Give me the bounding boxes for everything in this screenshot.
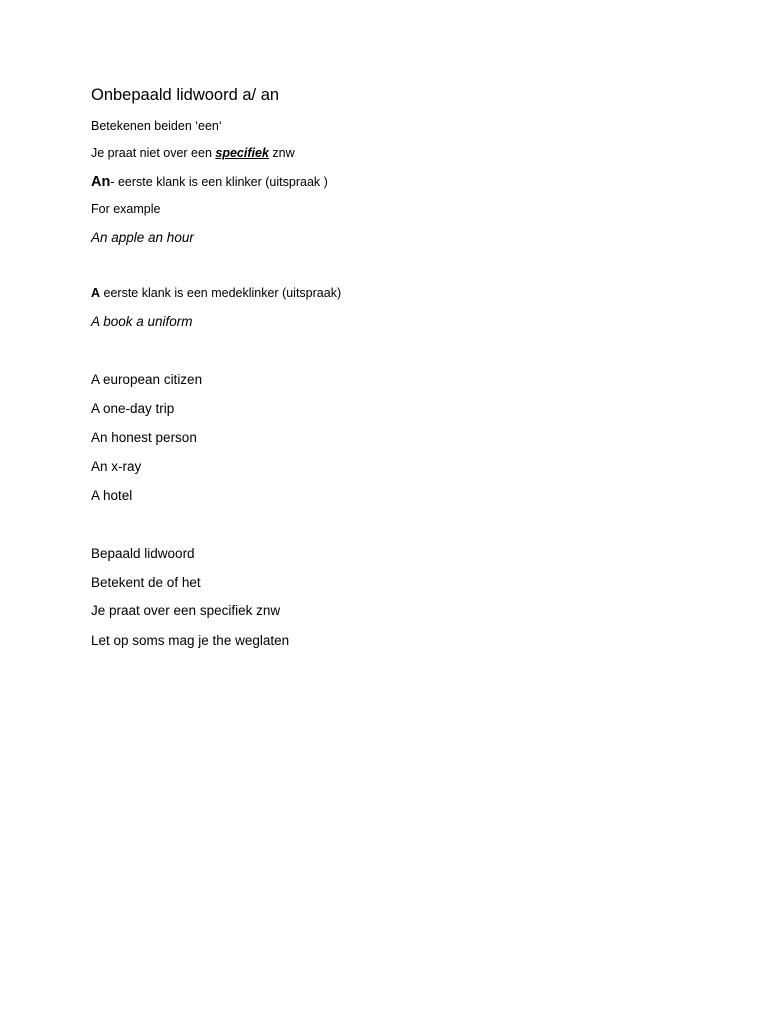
specific-line-suffix: znw <box>268 146 295 160</box>
example-item: An x-ray <box>91 459 142 474</box>
for-example-line: For example <box>91 202 161 216</box>
example-item: An honest person <box>91 430 197 445</box>
specific-line <box>91 147 295 160</box>
definite-line: Let op soms mag je the weglaten <box>91 633 290 648</box>
example-item: A european citizen <box>91 372 203 387</box>
a-rule-text: eerste klank is een medeklinker (uitspraak) <box>100 286 342 300</box>
meaning-line: Betekenen beiden ‘een‘ <box>91 119 222 133</box>
definite-line: Betekent de of het <box>91 575 201 590</box>
specific-line-prefix: Je praat niet over een <box>91 146 216 160</box>
an-rule-text: - eerste klank is een klinker (uitspraak ) <box>110 175 328 189</box>
example-item: A one-day trip <box>91 401 175 416</box>
definite-line: Je praat over een specifiek znw <box>91 603 281 618</box>
example-item: A hotel <box>91 488 133 503</box>
a-example-line: A book a uniform <box>91 314 193 329</box>
an-example-line: An apple an hour <box>91 230 194 245</box>
a-rule-line <box>91 287 341 300</box>
a-label: A <box>91 286 101 300</box>
specific-emphasis: specifiek <box>215 146 269 160</box>
an-rule-line <box>91 175 328 190</box>
document-title: Onbepaald lidwoord a/ an <box>91 86 280 104</box>
an-label: An <box>91 174 111 190</box>
definite-heading: Bepaald lidwoord <box>91 546 195 561</box>
